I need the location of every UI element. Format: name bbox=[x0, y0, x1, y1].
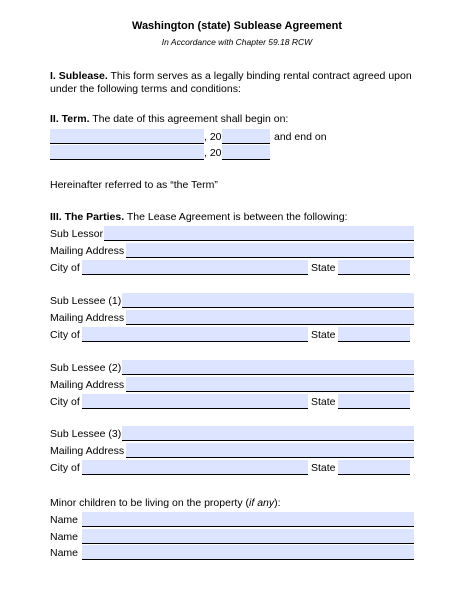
section-parties-line bbox=[50, 212, 348, 223]
term-hereinafter: Hereinafter referred to as “the Term” bbox=[50, 179, 218, 191]
sub-lessor-state-label: State bbox=[311, 262, 336, 274]
sub-lessee-1-mailing-label: Mailing Address bbox=[50, 312, 125, 324]
sub-lessee-2-city-field[interactable] bbox=[82, 394, 308, 409]
sub-lessee-1-state-field[interactable] bbox=[338, 327, 410, 342]
minor-name-label: Name bbox=[50, 531, 79, 543]
document-title: Washington (state) Sublease Agreement bbox=[131, 20, 343, 32]
term-start-comma20: , 20 bbox=[204, 131, 222, 143]
sub-lessor-mailing-field[interactable] bbox=[126, 243, 414, 258]
section-sublease-text: This form serves as a legally binding rental contract agreed upon bbox=[107, 70, 412, 82]
sub-lessee-2-city-label: City of bbox=[50, 396, 80, 408]
sub-lessee-1-field[interactable] bbox=[122, 293, 414, 308]
sub-lessee-1-mailing-field[interactable] bbox=[126, 310, 414, 325]
sub-lessee-3-mailing-label: Mailing Address bbox=[50, 445, 125, 457]
sub-lessor-field[interactable] bbox=[104, 226, 414, 241]
term-end-year-field[interactable] bbox=[222, 145, 270, 160]
sub-lessee-2-field[interactable] bbox=[122, 360, 414, 375]
sub-lessee-3-state-label: State bbox=[311, 462, 336, 474]
sub-lessee-2-label: Sub Lessee (2) bbox=[50, 362, 122, 374]
minor-name-label: Name bbox=[50, 547, 79, 559]
term-and-end-on: and end on bbox=[274, 131, 327, 143]
minor-name-field-3[interactable] bbox=[82, 545, 414, 560]
sub-lessee-3-label: Sub Lessee (3) bbox=[50, 428, 122, 440]
minor-name-label: Name bbox=[50, 514, 79, 526]
sub-lessor-label: Sub Lessor bbox=[50, 228, 104, 240]
term-start-year-field[interactable] bbox=[222, 129, 270, 144]
sub-lessee-2-state-field[interactable] bbox=[338, 394, 410, 409]
term-end-date-field[interactable] bbox=[50, 145, 204, 160]
minors-intro-close: ): bbox=[274, 497, 281, 509]
minor-name-field-2[interactable] bbox=[82, 529, 414, 544]
sub-lessor-city-label: City of bbox=[50, 262, 80, 274]
section-term-line bbox=[50, 114, 288, 125]
sub-lessor-city-field[interactable] bbox=[82, 260, 308, 275]
sub-lessee-3-field[interactable] bbox=[122, 426, 414, 441]
sub-lessee-3-city-label: City of bbox=[50, 462, 80, 474]
sub-lessor-state-field[interactable] bbox=[338, 260, 410, 275]
section-sublease-line1 bbox=[50, 71, 412, 82]
sub-lessee-3-city-field[interactable] bbox=[82, 460, 308, 475]
document-subtitle: In Accordance with Chapter 59.18 RCW bbox=[161, 37, 313, 47]
sub-lessee-3-mailing-field[interactable] bbox=[126, 443, 414, 458]
sub-lessee-3-state-field[interactable] bbox=[338, 460, 410, 475]
sub-lessee-1-label: Sub Lessee (1) bbox=[50, 295, 122, 307]
section-term-text: The date of this agreement shall begin on: bbox=[89, 113, 289, 125]
section-parties-text: The Lease Agreement is between the following: bbox=[124, 211, 348, 223]
sub-lessee-1-state-label: State bbox=[311, 329, 336, 341]
sub-lessee-2-state-label: State bbox=[311, 396, 336, 408]
sub-lessee-2-mailing-label: Mailing Address bbox=[50, 379, 125, 391]
term-start-date-field[interactable] bbox=[50, 129, 204, 144]
term-end-comma20: , 20 bbox=[204, 147, 222, 159]
sub-lessee-2-mailing-field[interactable] bbox=[126, 377, 414, 392]
sub-lessee-1-city-label: City of bbox=[50, 329, 80, 341]
minors-if-any: if any bbox=[249, 497, 275, 509]
section-sublease-line2: under the following terms and conditions: bbox=[50, 83, 241, 95]
minors-intro bbox=[50, 498, 281, 509]
sub-lessee-1-city-field[interactable] bbox=[82, 327, 308, 342]
sub-lessor-mailing-label: Mailing Address bbox=[50, 245, 125, 257]
section-term-heading: II. Term. bbox=[50, 113, 90, 125]
section-sublease-heading: I. Sublease. bbox=[50, 70, 108, 82]
section-parties-heading: III. The Parties. bbox=[50, 211, 125, 223]
minors-intro-text: Minor children to be living on the property ( bbox=[50, 497, 250, 509]
minor-name-field-1[interactable] bbox=[82, 512, 414, 527]
